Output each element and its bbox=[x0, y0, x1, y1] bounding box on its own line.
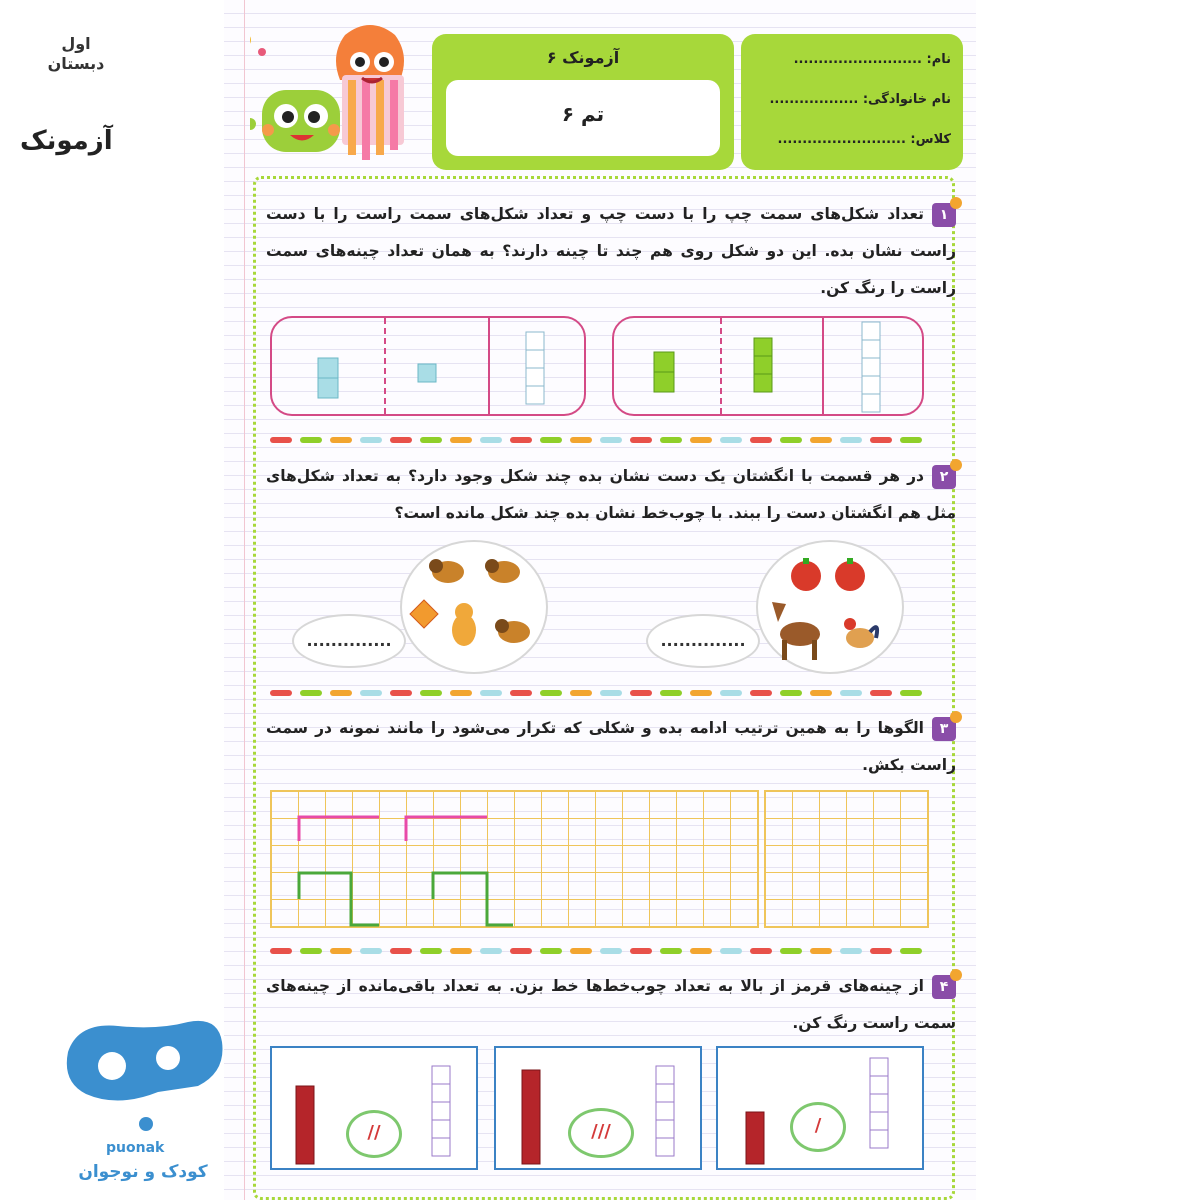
q2-left-bubble bbox=[400, 540, 548, 674]
question-number-icon: ۱ bbox=[932, 203, 956, 227]
question-4 bbox=[266, 968, 956, 1042]
puonak-logo bbox=[58, 1012, 228, 1192]
question-number-icon: ۴ bbox=[932, 975, 956, 999]
family-name-field[interactable]: نام خانوادگی: .................. bbox=[769, 92, 951, 107]
q2-right-answer[interactable]: .............. bbox=[646, 614, 760, 668]
q4-panel-right bbox=[716, 1046, 924, 1170]
name-field[interactable]: نام: .......................... bbox=[793, 52, 951, 67]
q1-left-box bbox=[270, 316, 586, 416]
exam-title: آزمونک ۶ bbox=[546, 48, 620, 67]
pattern-grid[interactable] bbox=[270, 790, 759, 928]
theme-box bbox=[446, 80, 720, 156]
question-3-text: الگوها را به همین ترتیب ادامه بده و شکلی که تکرار می‌شود را مانند نمونه در سمت راست بکش. bbox=[266, 719, 956, 774]
question-number-icon: ۲ bbox=[932, 465, 956, 489]
question-1-text: تعداد شکل‌های سمت چپ را با دست چپ و تعداد شکل‌های سمت راست را با دست راست نشان بده. این دو شکل روی هم چند تا چینه دارند؟ به همان تعداد چینه‌های سمت راست را رنگ کن. bbox=[266, 205, 956, 297]
q2-right-pictures bbox=[758, 542, 902, 672]
pattern-sample bbox=[271, 791, 758, 927]
q2-left-pictures bbox=[402, 542, 546, 672]
question-1 bbox=[266, 196, 956, 307]
puonak-logo-mark bbox=[58, 1012, 228, 1132]
tally-circle: / bbox=[790, 1102, 846, 1152]
q2-right-bubble bbox=[756, 540, 904, 674]
theme-title: تم ۶ bbox=[561, 102, 605, 126]
separator-dashes bbox=[270, 690, 930, 696]
question-2-text: در هر قسمت با انگشتان یک دست نشان بده چند شکل وجود دارد؟ به تعداد شکل‌های مثل هم انگشتان دست را ببند. با چوب‌خط نشان بده چند شکل مانده است؟ bbox=[266, 467, 956, 522]
question-3 bbox=[266, 710, 956, 784]
q4-panel-middle bbox=[494, 1046, 702, 1170]
class-field[interactable]: کلاس: .......................... bbox=[777, 132, 951, 147]
question-2 bbox=[266, 458, 956, 532]
margin-line bbox=[244, 0, 245, 1200]
q4-panel-left bbox=[270, 1046, 478, 1170]
q1-right-cubes bbox=[614, 318, 922, 414]
brand-title: آزمونک bbox=[20, 126, 113, 156]
separator-dashes bbox=[270, 948, 930, 954]
grade-label: اول دبستان bbox=[47, 34, 105, 73]
exam-title-box bbox=[432, 34, 734, 170]
logo-name: puonak bbox=[106, 1140, 165, 1156]
dog-icon bbox=[429, 559, 530, 643]
logo-subtitle: کودک و نوجوان bbox=[78, 1162, 208, 1182]
tally-circle: /// bbox=[568, 1108, 634, 1158]
student-info-box bbox=[741, 34, 963, 170]
q1-left-cubes bbox=[272, 318, 584, 414]
question-4-text: از چینه‌های قرمز از بالا به تعداد چوب‌خط‌ها خط بزن. به تعداد باقی‌مانده از چینه‌های سمت راست رنگ کن. bbox=[266, 977, 956, 1032]
q1-right-box bbox=[612, 316, 924, 416]
q2-left-answer[interactable]: .............. bbox=[292, 614, 406, 668]
answer-grid[interactable] bbox=[764, 790, 929, 928]
separator-dashes bbox=[270, 437, 930, 443]
tally-circle: // bbox=[346, 1110, 402, 1158]
question-number-icon: ۳ bbox=[932, 717, 956, 741]
mascot-illustration bbox=[250, 20, 430, 165]
